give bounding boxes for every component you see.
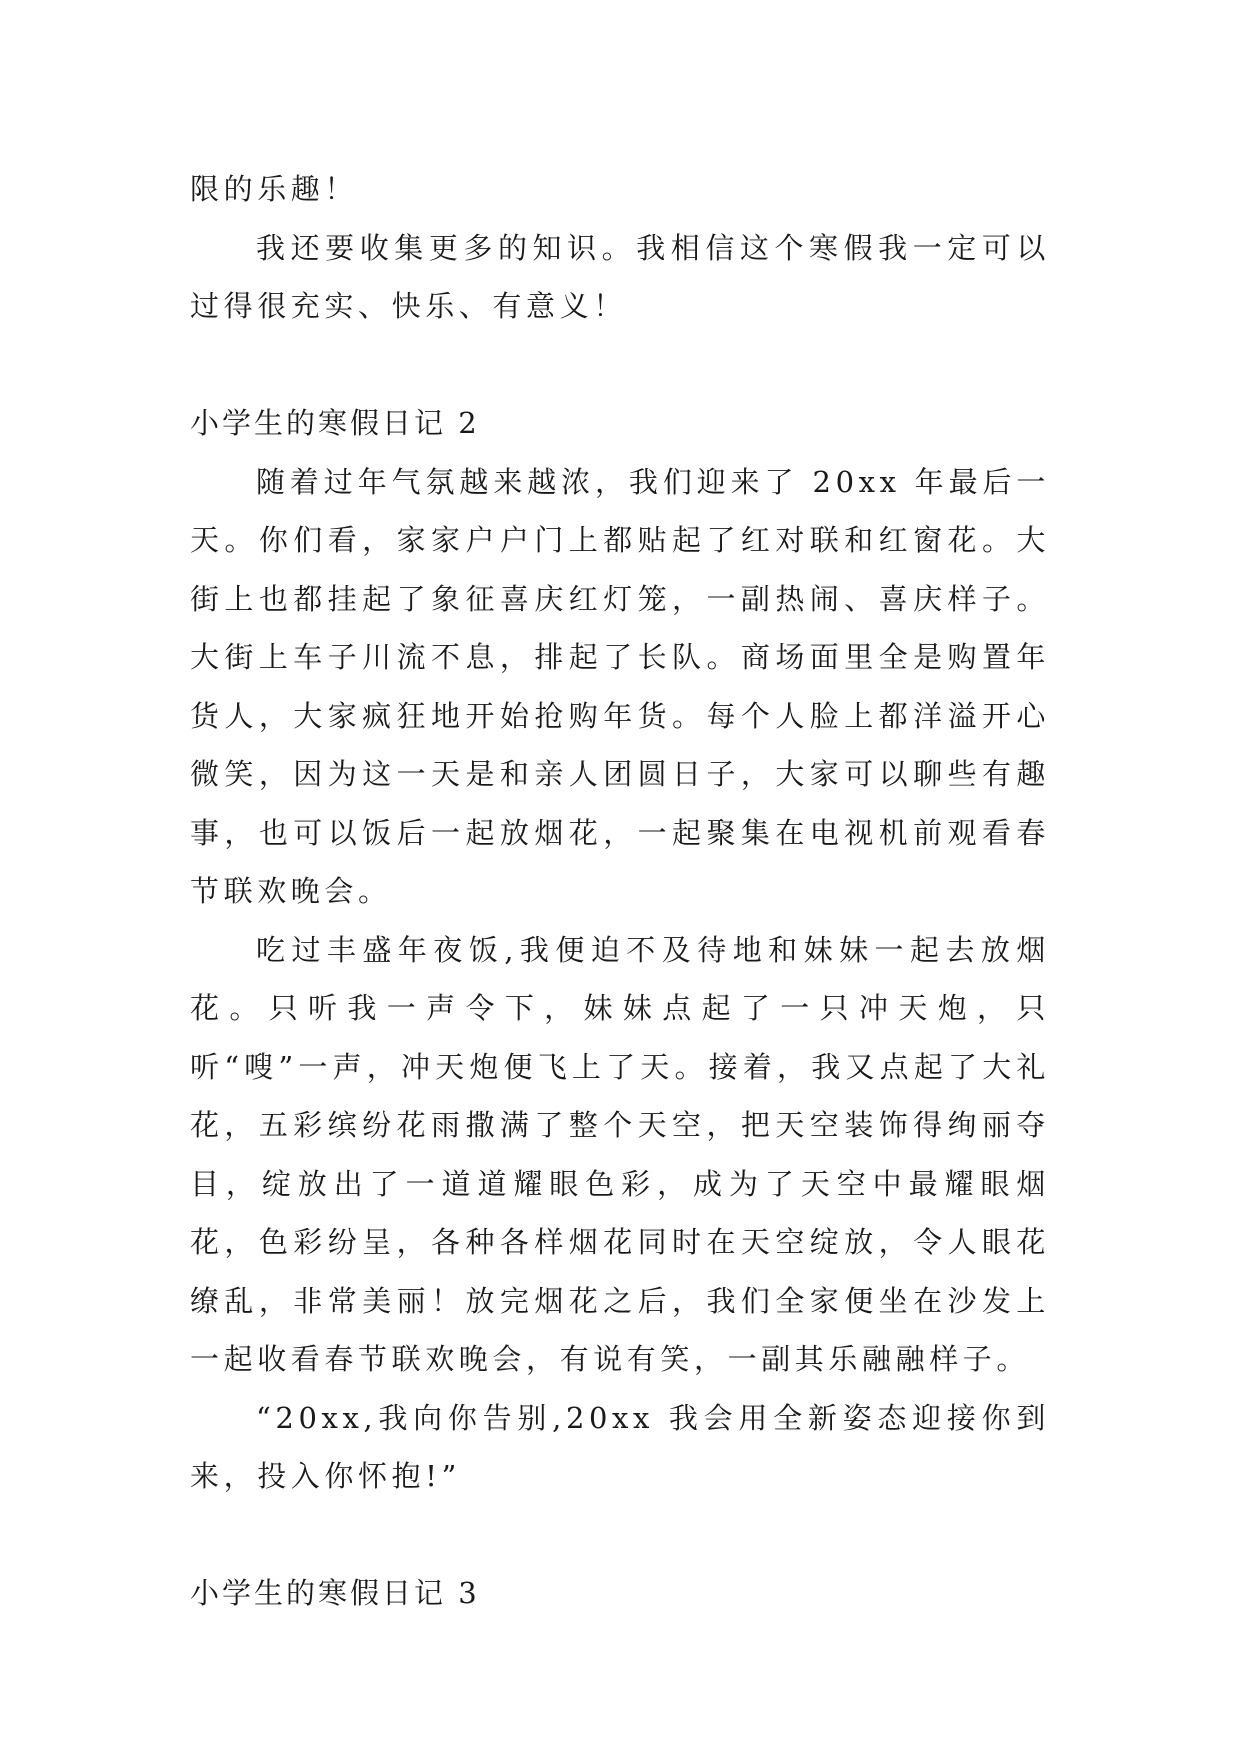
paragraph-closing: 我还要收集更多的知识。我相信这个寒假我一定可以过得很充实、快乐、有意义！ xyxy=(190,230,1050,323)
section-gap xyxy=(190,1506,1050,1565)
document-body xyxy=(190,160,1050,1623)
paragraph-fireworks: 吃过丰盛年夜饭,我便迫不及待地和妹妹一起去放烟花。只听我一声令下，妹妹点起了一只冲天炮，只听“嗖”一声，冲天炮便飞上了天。接着，我又点起了大礼花，五彩缤纷花雨撒满了整个天空，把天空装饰得绚丽夺目，绽放出了一道道耀眼色彩，成为了天空中最耀眼烟花，色彩纷呈，各种各样烟花同时在天空绽放，令人眼花缭乱，非常美丽！放完烟花之后，我们全家便坐在沙发上一起收看春节联欢晚会，有说有笑，一副其乐融融样子。 xyxy=(190,932,1050,1376)
section-heading-3: 小学生的寒假日记 3 xyxy=(190,1576,480,1610)
section-heading-2: 小学生的寒假日记 2 xyxy=(190,406,480,440)
section-gap xyxy=(190,336,1050,395)
paragraph-farewell-quote: “20xx,我向你告别,20xx 我会用全新姿态迎接你到来，投入你怀抱!” xyxy=(190,1400,1050,1493)
paragraph-continuation: 限的乐趣！ xyxy=(190,172,359,206)
paragraph-new-year-eve: 随着过年气氛越来越浓，我们迎来了 20xx 年最后一天。你们看，家家户户门上都贴起了红对联和红窗花。大街上也都挂起了象征喜庆红灯笼，一副热闹、喜庆样子。大街上车子川流不息，排起了长队。商场面里全是购置年货人，大家疯狂地开始抢购年货。每个人脸上都洋溢开心微笑，因为这一天是和亲人团圆日子，大家可以聊些有趣事，也可以饭后一起放烟花，一起聚集在电视机前观看春节联欢晚会。 xyxy=(190,464,1050,908)
